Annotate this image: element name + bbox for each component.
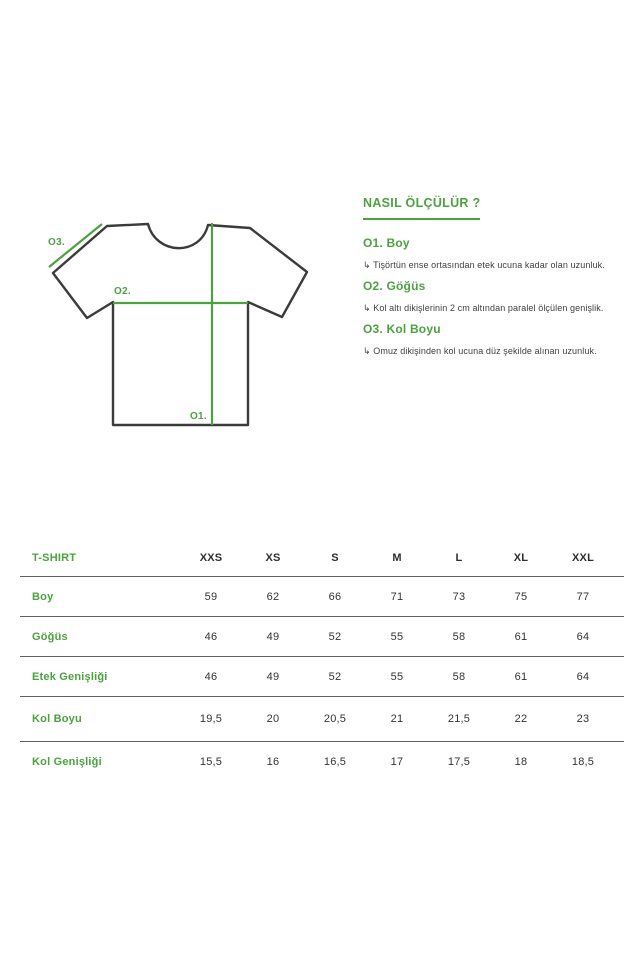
size-table-row-boy [20, 577, 624, 617]
size-column-header-xl: XL [513, 552, 529, 564]
howto-item-heading: O1. Boy [363, 236, 410, 250]
tshirt-diagram-graphic [45, 215, 315, 430]
cell-value: 21,5 [447, 713, 471, 725]
cell-value: 52 [328, 630, 342, 643]
cell-value: 58 [452, 670, 466, 683]
cell-value: 62 [266, 590, 280, 603]
how-to-measure-title: NASIL ÖLÇÜLÜR ? [363, 196, 480, 220]
row-label: Boy [32, 590, 54, 603]
howto-item-boy [363, 236, 621, 271]
cell-value: 23 [576, 713, 590, 725]
row-label: Kol Genişliği [32, 756, 102, 768]
cell-value: 61 [514, 670, 528, 683]
row-label: Kol Boyu [32, 713, 82, 725]
cell-value: 77 [576, 590, 590, 603]
size-table-row-gogus [20, 617, 624, 657]
measure-label-o2: O2. [114, 286, 132, 297]
cell-value: 49 [266, 630, 280, 643]
cell-value: 52 [328, 670, 342, 683]
cell-value: 49 [266, 670, 280, 683]
size-table [20, 540, 624, 782]
howto-item-description: ↳ Omuz dikişinden kol ucuna düz şekilde alınan uzunluk. [363, 346, 597, 356]
cell-value: 59 [204, 590, 218, 603]
size-table-header-row [20, 540, 624, 577]
cell-value: 46 [204, 670, 218, 683]
cell-value: 61 [514, 630, 528, 643]
cell-value: 64 [576, 630, 590, 643]
cell-value: 21 [390, 713, 404, 725]
cell-value: 55 [390, 670, 404, 683]
measure-label-o3: O3. [48, 237, 66, 248]
size-column-header-s: S [331, 552, 339, 564]
size-table-row-kol-boyu [20, 697, 624, 742]
cell-value: 22 [514, 713, 528, 725]
cell-value: 19,5 [199, 713, 223, 725]
cell-value: 20 [266, 713, 280, 725]
measure-label-o1: O1. [189, 411, 207, 422]
cell-value: 73 [452, 590, 466, 603]
cell-value: 16 [266, 756, 280, 768]
size-column-header-xxs: XXS [199, 552, 223, 564]
cell-value: 16,5 [323, 756, 347, 768]
cell-value: 75 [514, 590, 528, 603]
size-column-header-m: M [392, 552, 402, 564]
row-label: Göğüs [32, 630, 68, 643]
cell-value: 71 [390, 590, 404, 603]
tshirt-outline [53, 224, 307, 425]
cell-value: 17,5 [447, 756, 471, 768]
cell-value: 64 [576, 670, 590, 683]
tshirt-measurement-diagram [45, 215, 315, 430]
row-label: Etek Genişliği [32, 670, 108, 683]
size-table-row-etek-genisligi [20, 657, 624, 697]
howto-item-description: ↳ Tişörtün ense ortasından etek ucuna kadar olan uzunluk. [363, 260, 605, 270]
cell-value: 46 [204, 630, 218, 643]
howto-item-heading: O2. Göğüs [363, 279, 426, 293]
size-column-header-l: L [455, 552, 463, 564]
cell-value: 15,5 [199, 756, 223, 768]
howto-item-gogus [363, 279, 621, 314]
cell-value: 18,5 [571, 756, 595, 768]
size-table-row-kol-genisligi [20, 742, 624, 782]
cell-value: 20,5 [323, 713, 347, 725]
howto-item-kol-boyu [363, 322, 621, 357]
howto-item-heading: O3. Kol Boyu [363, 322, 441, 336]
cell-value: 66 [328, 590, 342, 603]
howto-item-description: ↳ Kol altı dikişlerinin 2 cm altından paralel ölçülen genişlik. [363, 303, 604, 313]
cell-value: 17 [390, 756, 404, 768]
how-to-measure-section [363, 194, 621, 365]
size-column-header-xs: XS [265, 552, 281, 564]
cell-value: 55 [390, 630, 404, 643]
size-column-header-xxl: XXL [572, 552, 594, 564]
product-label: T-SHIRT [32, 552, 77, 564]
cell-value: 18 [514, 756, 528, 768]
cell-value: 58 [452, 630, 466, 643]
